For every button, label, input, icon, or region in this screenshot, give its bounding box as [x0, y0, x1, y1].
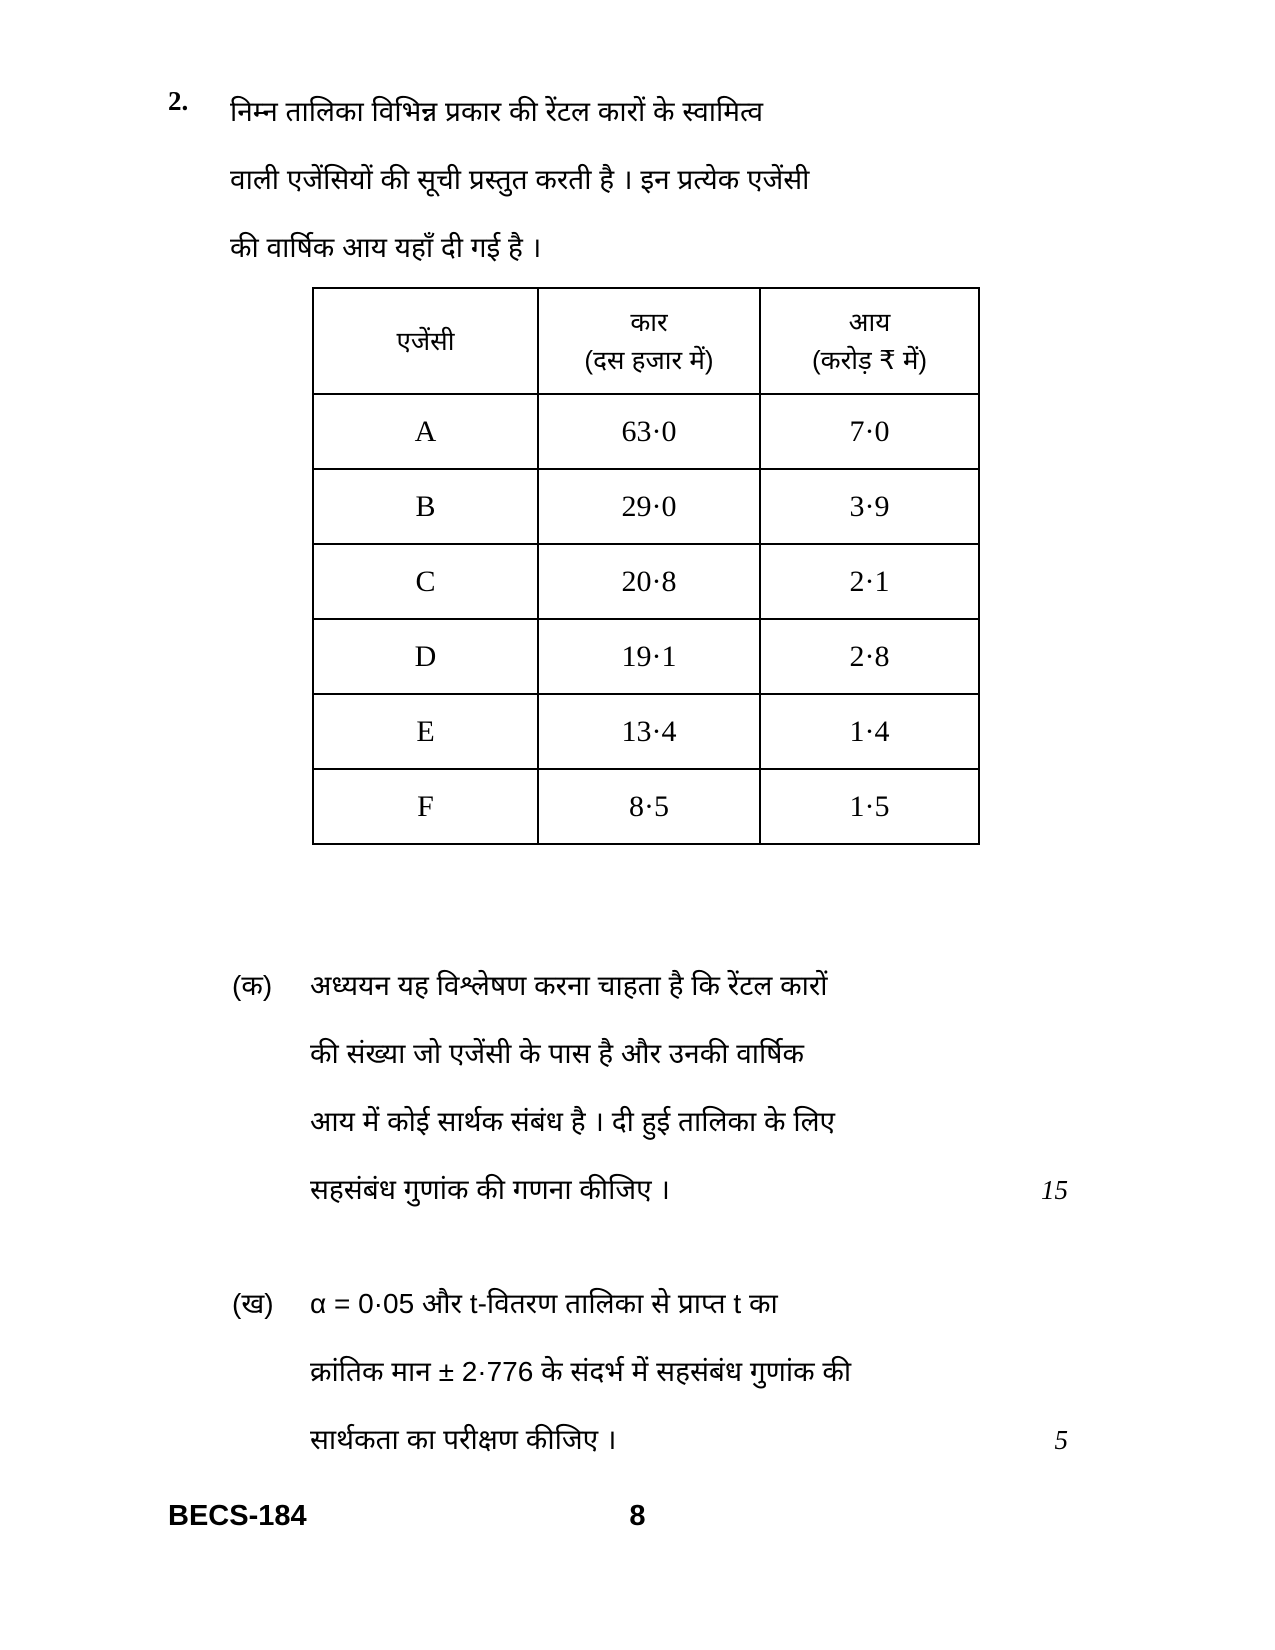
question-part-b	[232, 1270, 1068, 1474]
stem-line-1-text: निम्न तालिका विभिन्न प्रकार की रेंटल कारों के स्वामित्व	[230, 96, 764, 127]
cell-cars	[538, 769, 760, 844]
cell-agency	[313, 769, 538, 844]
part-a-line-1	[310, 952, 1068, 1020]
cell-income	[760, 394, 979, 469]
part-b-line-1	[310, 1270, 1068, 1338]
part-a-line-3-text: आय में कोई सार्थक संबंध है । दी हुई तालिका के लिए	[310, 1106, 836, 1137]
rental-agency-table-wrapper	[312, 287, 980, 845]
agency-value: C	[415, 564, 436, 598]
cars-value: 29·0	[621, 489, 677, 523]
part-a-line-1-text: अध्ययन यह विश्लेषण करना चाहता है कि रेंटल कारों	[310, 970, 828, 1001]
column-header-agency	[313, 288, 538, 394]
part-b-line-2-text: क्रांतिक मान ± 2·776 के संदर्भ में सहसंबंध गुणांक की	[310, 1356, 852, 1387]
income-value: 1·4	[849, 714, 890, 748]
cell-agency	[313, 469, 538, 544]
agency-value: A	[414, 414, 437, 448]
part-a-marks: 15	[1041, 1175, 1068, 1205]
cell-income	[760, 469, 979, 544]
cell-agency	[313, 619, 538, 694]
cell-cars	[538, 694, 760, 769]
table-header-row	[313, 288, 979, 394]
table-row	[313, 544, 979, 619]
cell-income	[760, 769, 979, 844]
cell-agency	[313, 694, 538, 769]
question-part-a	[232, 952, 1068, 1224]
part-b-marks: 5	[1054, 1425, 1068, 1455]
table-row	[313, 694, 979, 769]
cars-value: 20·8	[621, 564, 677, 598]
question-number: 2.	[168, 86, 189, 116]
stem-line-2-text: वाली एजेंसियों की सूची प्रस्तुत करती है । इन प्रत्येक एजेंसी	[230, 164, 810, 195]
question-stem-line-1	[230, 78, 1068, 146]
cell-cars	[538, 469, 760, 544]
part-b-line-3	[310, 1406, 1068, 1474]
part-b-line-1-text: α = 0·05 और t-वितरण तालिका से प्राप्त t का	[310, 1288, 778, 1319]
income-value: 1·5	[849, 789, 890, 823]
agency-value: D	[414, 639, 437, 673]
question-stem	[230, 78, 1068, 282]
part-a-label: (क)	[232, 970, 273, 1001]
column-header-cars-line1: कार	[630, 307, 668, 337]
question-2-block	[168, 78, 1068, 282]
table-row	[313, 394, 979, 469]
table-row	[313, 619, 979, 694]
agency-value: B	[415, 489, 436, 523]
part-a-line-2	[310, 1020, 1068, 1088]
column-header-cars-line2: (दस हजार में)	[584, 345, 714, 375]
part-b-line-2	[310, 1338, 1068, 1406]
income-value: 3·9	[849, 489, 890, 523]
part-a-line-4-text: सहसंबंध गुणांक की गणना कीजिए ।	[310, 1174, 671, 1205]
column-header-income-line1: आय	[848, 307, 891, 337]
table-row	[313, 469, 979, 544]
cars-value: 63·0	[621, 414, 677, 448]
part-a-body	[310, 952, 1068, 1224]
part-a-line-2-text: की संख्या जो एजेंसी के पास है और उनकी वार्षिक	[310, 1038, 804, 1069]
column-header-cars	[538, 288, 760, 394]
column-header-income	[760, 288, 979, 394]
question-stem-line-3: की वार्षिक आय यहाँ दी गई है ।	[230, 232, 542, 263]
agency-value: E	[416, 714, 435, 748]
part-b-label: (ख)	[232, 1288, 274, 1319]
income-value: 2·1	[849, 564, 890, 598]
cell-cars	[538, 394, 760, 469]
cell-agency	[313, 544, 538, 619]
cell-agency	[313, 394, 538, 469]
rental-agency-table	[312, 287, 980, 845]
cars-value: 19·1	[621, 639, 677, 673]
part-a-line-3	[310, 1088, 1068, 1156]
page-footer	[0, 1500, 1275, 1550]
cars-value: 8·5	[629, 789, 669, 823]
income-value: 2·8	[849, 639, 890, 673]
part-b-line-3-text: सार्थकता का परीक्षण कीजिए ।	[310, 1424, 617, 1455]
cell-cars	[538, 619, 760, 694]
cell-cars	[538, 544, 760, 619]
cars-value: 13·4	[621, 714, 677, 748]
cell-income	[760, 619, 979, 694]
course-code: BECS-184	[168, 1500, 307, 1532]
agency-value: F	[417, 789, 434, 823]
question-stem-line-2	[230, 146, 1068, 214]
cell-income	[760, 694, 979, 769]
table-row	[313, 769, 979, 844]
page-number: 8	[629, 1500, 646, 1532]
part-b-body	[310, 1270, 1068, 1474]
column-header-agency-label: एजेंसी	[396, 326, 455, 356]
cell-income	[760, 544, 979, 619]
part-a-line-4	[310, 1156, 1068, 1224]
income-value: 7·0	[849, 414, 890, 448]
column-header-income-line2: (करोड़ ₹ में)	[811, 345, 928, 375]
